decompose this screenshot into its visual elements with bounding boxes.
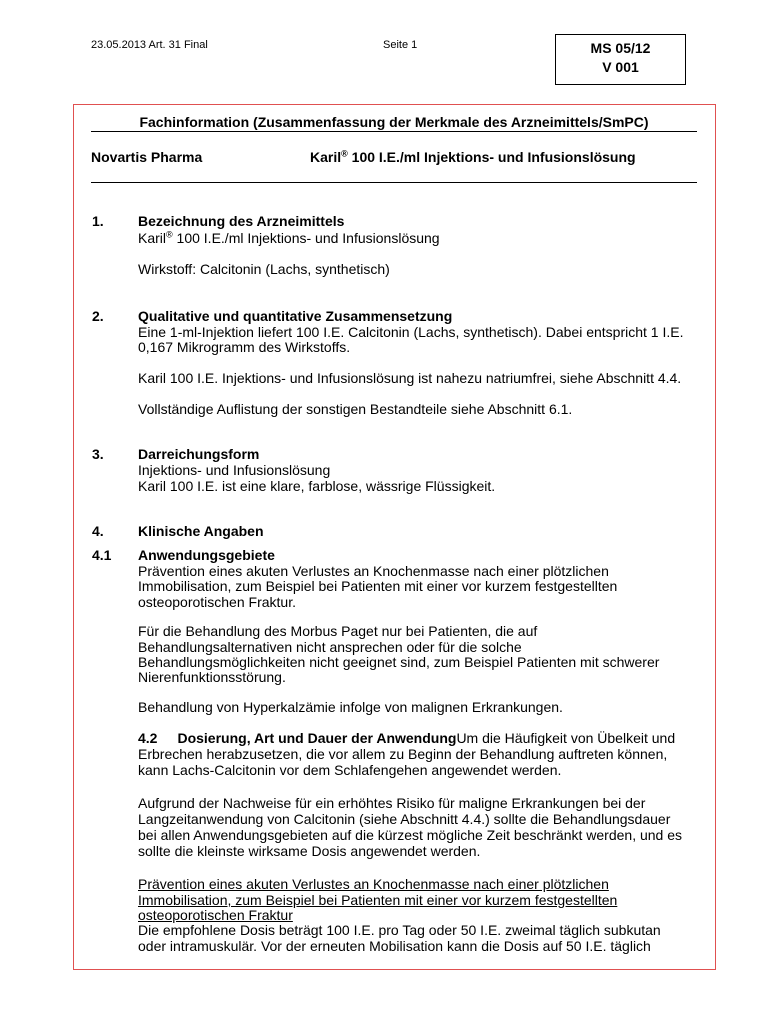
section-3-l2: Karil 100 I.E. ist eine klare, farblose, wässrige Flüssigkeit. [138, 478, 496, 494]
section-2-p1-l1: Eine 1-ml-Injektion liefert 100 I.E. Calcitonin (Lachs, synthetisch). Dabei entspricht 1 I.E. [138, 324, 684, 340]
section-2-number: 2. [92, 308, 104, 324]
section-1-name: Karil [138, 230, 167, 246]
section-4-2-subheading-l2: Immobilisation, zum Beispiel bei Patienten mit einer vor kurzem festgestellten [138, 892, 618, 908]
section-4-number: 4. [92, 523, 104, 539]
product-name: Karil [310, 149, 342, 165]
page-number: Seite 1 [383, 39, 418, 51]
section-4-1-number: 4.1 [92, 547, 112, 563]
section-4-1-title: Anwendungsgebiete [138, 547, 275, 563]
section-1-title: Bezeichnung des Arzneimittels [138, 213, 345, 229]
section-4-1-p2-l1: Für die Behandlung des Morbus Paget nur bei Patienten, die auf [138, 623, 538, 639]
product-description: 100 I.E./ml Injektions- und Infusionslösung [347, 149, 636, 165]
section-4-1-p2-l3: Behandlungsmöglichkeiten nicht geeignet sind, zum Beispiel Patienten mit schwerer [138, 654, 660, 670]
ms-number: MS 05/12 [590, 40, 651, 56]
section-4-2-p1-l1: Um die Häufigkeit von Übelkeit und [456, 730, 676, 746]
section-4-2-title: Dosierung, Art und Dauer der Anwendung [177, 730, 457, 746]
section-4-title: Klinische Angaben [138, 523, 264, 539]
section-4-2-p1-l3: kann Lachs-Calcitonin vor dem Schlafengehen angewendet werden. [138, 762, 562, 778]
section-4-1-p1-l3: osteoporotischen Fraktur. [138, 594, 296, 610]
section-4-1-p3: Behandlung von Hyperkalzämie infolge von malignen Erkrankungen. [138, 699, 563, 715]
document-title: Fachinformation (Zusammenfassung der Merkmale des Arzneimittels/SmPC) [139, 114, 649, 130]
section-4-2-subheading-l3: osteoporotischen Fraktur [138, 907, 293, 923]
section-3-number: 3. [92, 446, 104, 462]
header-rule [91, 182, 697, 183]
product-title [310, 150, 636, 166]
section-4-1-p2-l2: Behandlungsalternativen nicht ansprechen oder für die solche [138, 639, 522, 655]
section-1-product [138, 231, 698, 247]
section-4-2-p3-l1: Die empfohlene Dosis beträgt 100 I.E. pro Tag oder 50 I.E. zweimal täglich subkutan [138, 922, 661, 938]
section-1-reg: ® [166, 229, 173, 240]
section-4-2-heading-line [138, 731, 698, 747]
section-1-number: 1. [92, 213, 104, 229]
section-3-l1: Injektions- und Infusionslösung [138, 462, 331, 478]
ms-version-box [555, 34, 686, 85]
title-rule [91, 131, 697, 132]
section-4-2-p3-l2: oder intramuskulär. Vor der erneuten Mobilisation kann die Dosis auf 50 I.E. täglich [138, 938, 651, 954]
section-4-2-p1-l2: Erbrechen herabzusetzen, die vor allem zu Beginn der Behandlung auftreten können, [138, 746, 668, 762]
section-2-p1-l2: 0,167 Mikrogramm des Wirkstoffs. [138, 339, 351, 355]
company-name: Novartis Pharma [91, 149, 203, 165]
section-4-2-number: 4.2 [138, 730, 158, 746]
registered-mark: ® [341, 148, 348, 159]
section-1-wirkstoff: Wirkstoff: Calcitonin (Lachs, synthetisch) [138, 261, 390, 277]
section-4-1-p1-l2: Immobilisation, zum Beispiel bei Patienten mit einer vor kurzem festgestellten [138, 578, 618, 594]
section-1-name-rest: 100 I.E./ml Injektions- und Infusionslösung [172, 230, 440, 246]
section-4-2-p2-l3: bei allen Anwendungsgebieten auf die kürzest mögliche Zeit beschränkt werden, und es [138, 827, 683, 843]
section-4-1-p1-l1: Prävention eines akuten Verlustes an Knochenmasse nach einer plötzlichen [138, 563, 609, 579]
section-4-2-subheading-l1: Prävention eines akuten Verlustes an Knochenmasse nach einer plötzlichen [138, 876, 609, 892]
date-article-label: 23.05.2013 Art. 31 Final [91, 39, 208, 51]
section-2-p2: Karil 100 I.E. Injektions- und Infusionslösung ist nahezu natriumfrei, siehe Abschnitt 4.4. [138, 370, 682, 386]
version-number: V 001 [602, 59, 639, 75]
section-4-2-p2-l4: sollte die kleinste wirksame Dosis angewendet werden. [138, 843, 481, 859]
section-4-2-p2-l2: Langzeitanwendung von Calcitonin (siehe Abschnitt 4.4.) sollte die Behandlungsdauer [138, 811, 671, 827]
section-4-1-p2-l4: Nierenfunktionsstörung. [138, 669, 286, 685]
section-3-title: Darreichungsform [138, 446, 260, 462]
section-2-p3: Vollständige Auflistung der sonstigen Bestandteile siehe Abschnitt 6.1. [138, 401, 573, 417]
section-4-2-p2-l1: Aufgrund der Nachweise für ein erhöhtes Risiko für maligne Erkrankungen bei der [138, 795, 646, 811]
section-2-title: Qualitative und quantitative Zusammensetzung [138, 308, 453, 324]
